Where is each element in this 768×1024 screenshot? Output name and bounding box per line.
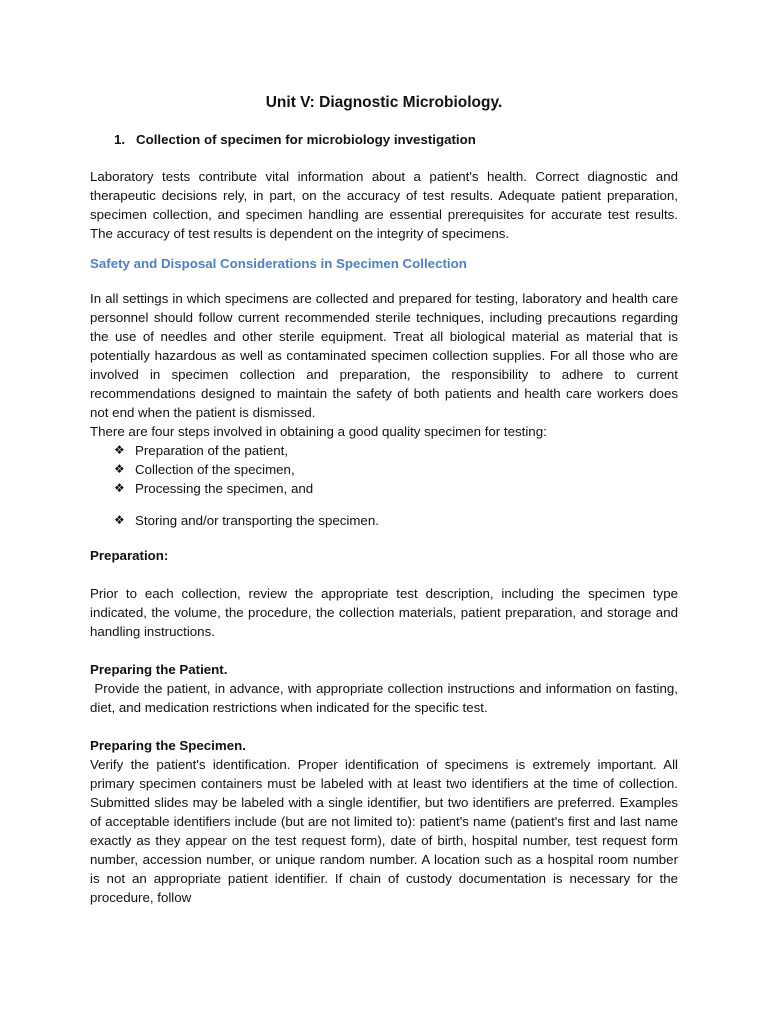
preparing-specimen-heading: Preparing the Specimen. <box>90 738 246 753</box>
page-title: Unit V: Diagnostic Microbiology. <box>265 94 503 111</box>
preparing-specimen-paragraph: Verify the patient's identification. Proper identification of specimens is extremely important. All primary specimen containers must be labeled with at least two identifiers at the time of collection. Submitted slides may be labeled with a single identifier, but two identifiers are preferred. Examples of acceptable identifiers include (but are not limited to): patient's name (patient's first and last name exactly as they appear on the test request form), date of birth, hospital number, test request form number, accession number, or unique random number. A location such as a hospital room number is not an appropriate patient identifier. If chain of custody documentation is necessary for the procedure, follow <box>90 757 678 905</box>
section-number: 1. <box>114 132 126 147</box>
preparing-patient-paragraph: Provide the patient, in advance, with appropriate collection instructions and information on fasting, diet, and medication restrictions when indicated for the specific test. <box>90 681 682 715</box>
section-heading-text: Collection of specimen for microbiology investigation <box>136 132 476 147</box>
list-item <box>114 460 678 479</box>
diamond-bullet-icon: ❖ <box>114 481 125 495</box>
list-item <box>114 441 678 460</box>
diamond-bullet-icon: ❖ <box>114 513 125 527</box>
preparing-patient-heading: Preparing the Patient. <box>90 662 228 677</box>
safety-paragraph: In all settings in which specimens are collected and prepared for testing, laboratory and health care personnel should follow current recommended sterile techniques, including precautions regarding the use of needles and other sterile equipment. Treat all biological material as material that is potentially hazardous as well as contaminated specimen collection supplies. For all those who are involved in specimen collection and preparation, the responsibility to adhere to current recommendations designed to maintain the safety of both patients and health care workers does not end when the patient is dismissed. <box>90 291 678 420</box>
steps-list <box>114 441 678 530</box>
list-item <box>114 511 678 530</box>
list-item <box>114 479 678 498</box>
preparation-paragraph: Prior to each collection, review the appropriate test description, including the specimen type indicated, the volume, the procedure, the collection materials, patient preparation, and storage and handling instructions. <box>90 586 678 639</box>
list-item-text: Storing and/or transporting the specimen. <box>135 513 379 528</box>
diamond-bullet-icon: ❖ <box>114 443 125 457</box>
preparation-heading: Preparation: <box>90 548 169 563</box>
document-body <box>90 92 682 907</box>
steps-intro: There are four steps involved in obtaining a good quality specimen for testing: <box>90 424 547 439</box>
list-item-text: Processing the specimen, and <box>135 481 314 496</box>
intro-paragraph: Laboratory tests contribute vital information about a patient's health. Correct diagnostic and therapeutic decisions rely, in part, on the accuracy of test results. Adequate patient preparation, specimen collection, and specimen handling are essential prerequisites for accurate test results. The accuracy of test results is dependent on the integrity of specimens. <box>90 169 678 241</box>
list-item-text: Collection of the specimen, <box>135 462 295 477</box>
section-heading-collection <box>114 130 678 149</box>
safety-heading: Safety and Disposal Considerations in Specimen Collection <box>90 256 467 271</box>
diamond-bullet-icon: ❖ <box>114 462 125 476</box>
list-item-text: Preparation of the patient, <box>135 443 289 458</box>
